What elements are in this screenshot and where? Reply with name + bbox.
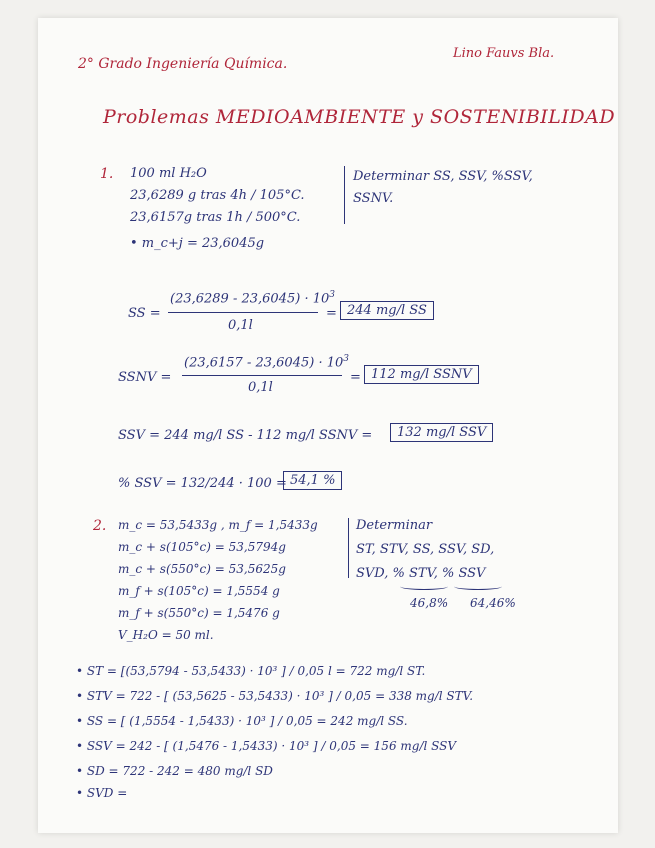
step-st: • ST = [(53,5794 - 53,5433) · 10³ ] / 0,05 l = 722 mg/l ST. <box>76 664 426 678</box>
p1-given-mass-105: 23,6289 g tras 4h / 105°C. <box>130 188 305 203</box>
ss-fraction-bar <box>168 312 318 313</box>
pct-stv-brace <box>400 583 448 590</box>
notebook-page <box>38 18 618 833</box>
p2-given-c550: m_c + s(550°c) = 53,5625g <box>118 562 286 576</box>
p1-given-volume: 100 ml H₂O <box>130 166 207 181</box>
ssnv-equals: = <box>350 370 361 385</box>
pct-ssv-brace <box>454 583 502 590</box>
page-title: Problemas MEDIOAMBIENTE y SOSTENIBILIDAD <box>103 106 616 128</box>
p2-determine-line2: SVD, % STV, % SSV <box>356 566 486 581</box>
ssv-expression: SSV = 244 mg/l SS - 112 mg/l SSNV = <box>118 428 373 443</box>
ss-numerator: $(23,6289 - 23,6045) \cdot 10^3$ <box>170 290 335 307</box>
step-stv: • STV = 722 - [ (53,5625 - 53,5433) · 10³ ] / 0,05 = 338 mg/l STV. <box>76 689 474 703</box>
ssnv-denominator: 0,1l <box>248 380 273 395</box>
pct-ssv-expression: % SSV = 132/244 · 100 = <box>118 476 287 491</box>
p2-given-f550: m_f + s(550°c) = 1,5476 g <box>118 606 280 620</box>
ssnv-fraction-bar <box>182 375 342 376</box>
course-header: 2° Grado Ingeniería Química. <box>78 56 288 72</box>
step-svd: • SVD = <box>76 786 128 800</box>
p2-given-f105: m_f + s(105°c) = 1,5554 g <box>118 584 280 598</box>
pct-stv-value: 46,8% <box>410 596 449 610</box>
p1-given-mass-500: 23,6157g tras 1h / 500°C. <box>130 210 301 225</box>
ss-denominator: 0,1l <box>228 318 253 333</box>
author-name: Lino Fauvs Bla. <box>453 46 555 61</box>
p2-given-volume: V_H₂O = 50 ml. <box>118 628 214 642</box>
step-ss: • SS = [ (1,5554 - 1,5433) · 10³ ] / 0,05 = 242 mg/l SS. <box>76 714 408 728</box>
step-sd: • SD = 722 - 242 = 480 mg/l SD <box>76 764 273 778</box>
ss-lhs: SS = <box>128 306 161 321</box>
p2-divider <box>348 518 349 578</box>
ssnv-result: 112 mg/l SSNV <box>364 365 479 384</box>
step-ssv: • SSV = 242 - [ (1,5476 - 1,5433) · 10³ ] / 0,05 = 156 mg/l SSV <box>76 739 457 753</box>
p2-given-c105: m_c + s(105°c) = 53,5794g <box>118 540 286 554</box>
ss-result: 244 mg/l SS <box>340 301 434 320</box>
ssv-result: 132 mg/l SSV <box>390 423 493 442</box>
p1-divider <box>344 166 345 224</box>
ssnv-lhs: SSNV = <box>118 370 172 385</box>
problem-2-number: 2. <box>93 518 107 534</box>
p2-given-masses: m_c = 53,5433g , m_f = 1,5433g <box>118 518 318 532</box>
pct-ssv-result: 54,1 % <box>283 471 342 490</box>
p1-given-tare: • m_c+j = 23,6045g <box>130 236 265 251</box>
ssnv-numerator: $(23,6157 - 23,6045) \cdot 10^3$ <box>184 354 349 371</box>
p1-determine: Determinar SS, SSV, %SSV, SSNV. <box>353 169 533 206</box>
p2-determine-line1: ST, STV, SS, SSV, SD, <box>356 542 495 557</box>
ss-equals: = <box>326 306 337 321</box>
pct-ssv-value: 64,46% <box>470 596 516 610</box>
p2-determine-title: Determinar <box>356 518 433 533</box>
problem-1-number: 1. <box>100 166 114 182</box>
